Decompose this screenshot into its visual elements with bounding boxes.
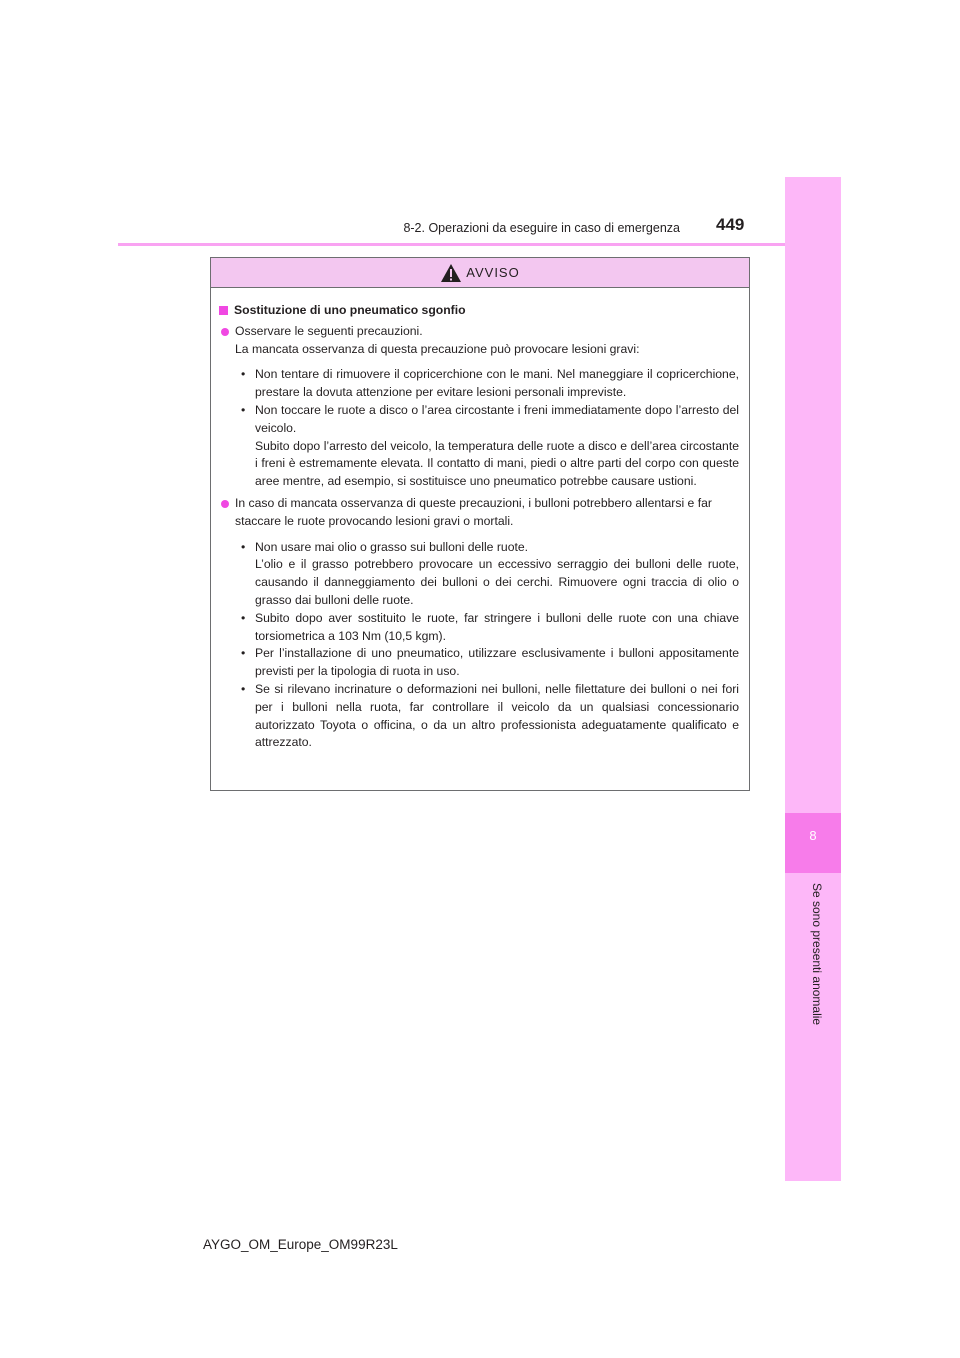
section-heading <box>219 302 739 320</box>
document-code: AYGO_OM_Europe_OM99R23L <box>203 1237 398 1252</box>
sub-point <box>241 366 739 402</box>
sub-point-list <box>241 366 739 491</box>
sub-point-text <box>255 681 739 752</box>
warning-point <box>219 495 739 531</box>
chapter-label: Se sono presenti anomalie <box>810 883 824 1026</box>
circle-bullet-icon <box>221 328 229 336</box>
chapter-number-box <box>785 813 841 873</box>
sub-point-list <box>241 539 739 753</box>
section-heading-text: Sostituzione di uno pneumatico sgonfio <box>234 303 466 317</box>
sub-point-text <box>255 539 739 610</box>
warning-header <box>211 258 749 288</box>
page-number: 449 <box>716 215 745 234</box>
header-rule <box>118 243 841 246</box>
warning-body <box>211 288 749 752</box>
circle-bullet-icon <box>221 500 229 508</box>
bullet-dot-icon: • <box>241 610 246 625</box>
warning-title: AVVISO <box>466 265 520 280</box>
sub-point-paragraph: Non toccare le ruote a disco o l’area circostante i freni immediatamente dopo l’arresto del veicolo. <box>255 402 739 435</box>
sub-point-paragraph: Subito dopo aver sostituito le ruote, far stringere i bulloni delle ruote con una chiave torsiometrica a 103 Nm (10,5 kgm). <box>255 610 739 643</box>
warning-point <box>219 323 739 359</box>
sub-point-text <box>255 402 739 491</box>
sub-point-paragraph: Per l’installazione di uno pneumatico, utilizzare esclusivamente i bulloni appositamente previsti per la tipologia di ruota in uso. <box>255 646 739 679</box>
warning-triangle-icon <box>440 263 462 283</box>
sub-point <box>241 681 739 752</box>
sub-point-paragraph: Non usare mai olio o grasso sui bulloni delle ruote. <box>255 539 529 554</box>
warning-point-text: In caso di mancata osservanza di queste precauzioni, i bulloni potrebbero allentarsi e far staccare le ruote provocando lesioni gravi o mortali. <box>235 495 712 528</box>
sub-point <box>241 539 739 610</box>
square-bullet-icon <box>219 306 228 315</box>
warning-box <box>210 257 750 791</box>
sub-point-text <box>255 610 739 646</box>
chapter-number: 8 <box>809 828 817 843</box>
sub-point-paragraph: Non tentare di rimuovere il copricerchione con le mani. Nel maneggiare il copricerchione, prestare la dovuta attenzione per evitare lesioni personali impreviste. <box>255 367 739 400</box>
bullet-dot-icon: • <box>241 539 246 554</box>
sub-point <box>241 645 739 681</box>
sub-point-paragraph: Se si rilevano incrinature o deformazioni nei bulloni, nelle filettature dei bulloni o nei fori per i bulloni nella ruota, far controllare il veicolo da un qualsiasi concessionario autorizzato Toyota o officina, o da un altro professionista adeguatamente qualificato e attrezzato. <box>255 681 739 750</box>
warning-point-text: Osservare le seguenti precauzioni. La mancata osservanza di questa precauzione può provocare lesioni gravi: <box>235 323 640 356</box>
bullet-dot-icon: • <box>241 367 246 382</box>
sub-point-text <box>255 366 739 402</box>
sub-point-paragraph: Subito dopo l’arresto del veicolo, la temperatura delle ruote a disco e dell’area circostante i freni è estremamente elevata. Il contatto di mani, piedi o altre parti del corpo con queste aree mentre, ad esempio, si sostituisce uno pneumatico potrebbe causare ustioni. <box>255 438 739 489</box>
sub-point <box>241 402 739 491</box>
section-title: 8-2. Operazioni da eseguire in caso di emergenza <box>403 221 680 235</box>
warning-points <box>219 323 739 752</box>
bullet-dot-icon: • <box>241 646 246 661</box>
sub-point-text <box>255 645 739 681</box>
bullet-dot-icon: • <box>241 681 246 696</box>
sub-point-paragraph: L’olio e il grasso potrebbero provocare un eccessivo serraggio dei bulloni delle ruote, causando il danneggiamento dei bulloni o dei cerchi. Rimuovere ogni traccia di olio o grasso dai bulloni delle ruote. <box>255 557 739 607</box>
bullet-dot-icon: • <box>241 402 246 417</box>
sub-point <box>241 610 739 646</box>
